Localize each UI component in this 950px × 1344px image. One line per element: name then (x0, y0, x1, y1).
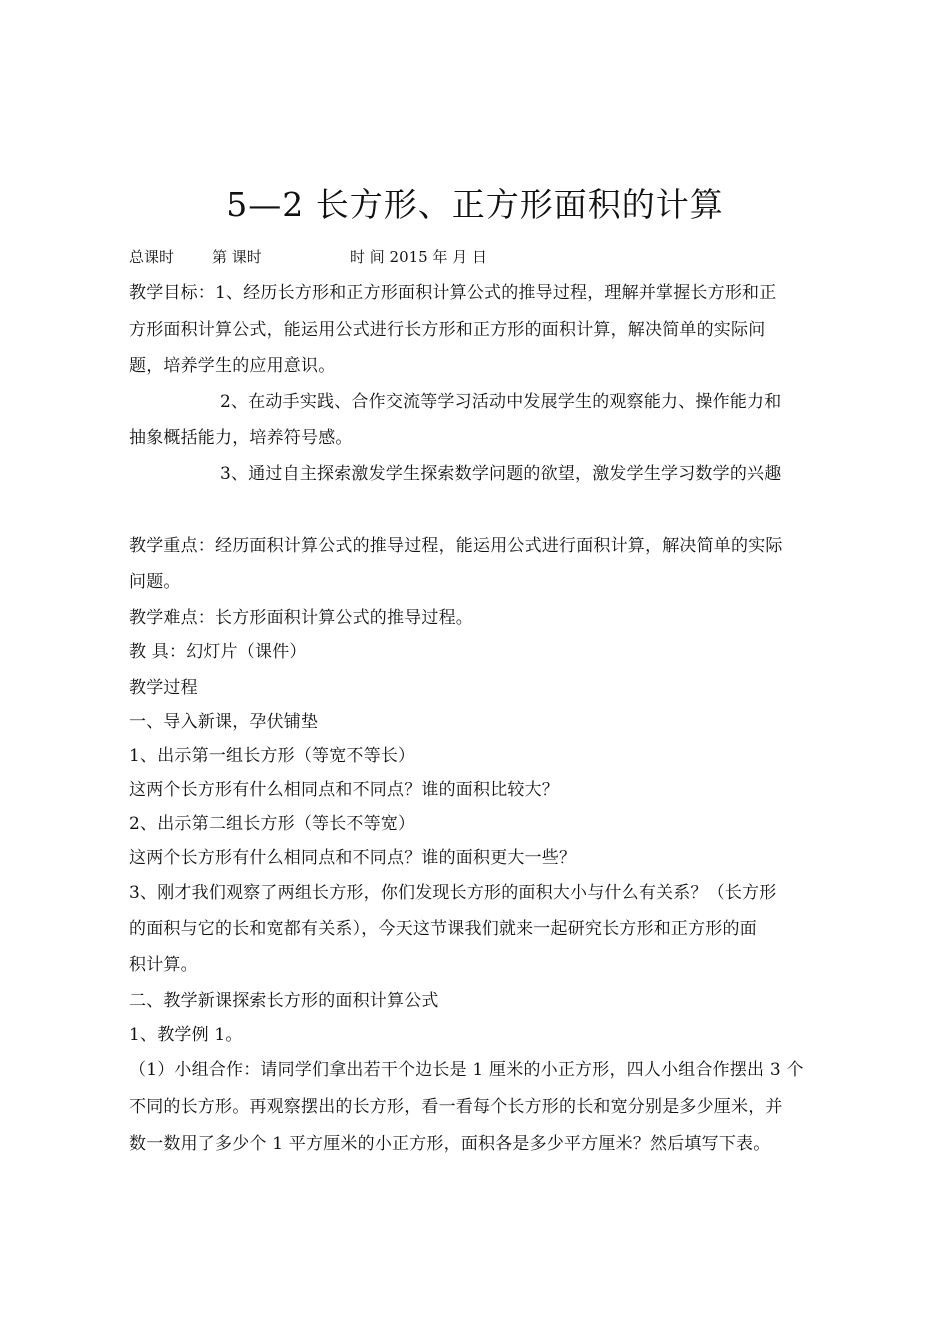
step-1-line: 1、出示第一组长方形（等宽不等长） (129, 746, 416, 766)
group-work-line-3: 数一数用了多少个 1 平方厘米的小正方形，面积各是多少平方厘米？然后填写下表。 (129, 1134, 771, 1154)
step-3-line-2: 的面积与它的长和宽都有关系），今天这节课我们就来一起研究长方形和正方形的面 (129, 919, 757, 939)
objective-2-line-1: 2、在动手实践、合作交流等学习活动中发展学生的观察能力、操作能力和 (220, 392, 782, 412)
step-3-line-3: 积计算。 (129, 955, 198, 975)
group-work-line-1: （1）小组合作：请同学们拿出若干个边长是 1 厘米的小正方形，四人小组合作摆出 3 个 (129, 1060, 804, 1080)
objective-line-3: 题，培养学生的应用意识。 (129, 356, 336, 376)
objective-3-line-1: 3、通过自主探索激发学生探索数学问题的欲望，激发学生学习数学的兴趣 (220, 464, 782, 484)
objective-line-1: 教学目标：1、经历长方形和正方形面积计算公式的推导过程，理解并掌握长方形和正 (129, 283, 777, 303)
key-point-line-2: 问题。 (129, 572, 181, 592)
group-work-line-2: 不同的长方形。再观察摆出的长方形，看一看每个长方形的长和宽分别是多少厘米，并 (129, 1097, 783, 1117)
process-heading: 教学过程 (129, 678, 198, 698)
meta-total-hours: 总课时 (129, 248, 175, 266)
section-1-heading: 一、导入新课，孕伏铺垫 (129, 712, 319, 732)
difficulty-line: 教学难点：长方形面积计算公式的推导过程。 (129, 608, 473, 628)
step-3-line-1: 3、刚才我们观察了两组长方形，你们发现长方形的面积大小与什么有关系？（长方形 (129, 883, 777, 903)
section-2-heading: 二、教学新课探索长方形的面积计算公式 (129, 991, 439, 1011)
example-1-line: 1、教学例 1。 (129, 1025, 243, 1045)
objective-2-line-2: 抽象概括能力，培养符号感。 (129, 428, 353, 448)
key-point-line-1: 教学重点：经历面积计算公式的推导过程，能运用公式进行面积计算，解决简单的实际 (129, 536, 783, 556)
meta-lesson-number: 第 课时 (212, 248, 262, 266)
document-title: 5—2 长方形、正方形面积的计算 (226, 185, 724, 224)
meta-date: 时 间 2015 年 月 日 (350, 248, 488, 266)
teaching-aids-line: 教 具：幻灯片（课件） (129, 642, 307, 662)
question-1-line: 这两个长方形有什么相同点和不同点？谁的面积比较大？ (129, 780, 559, 800)
objective-line-2: 方形面积计算公式，能运用公式进行长方形和正方形的面积计算，解决简单的实际问 (129, 320, 766, 340)
step-2-line: 2、出示第二组长方形（等长不等宽） (129, 814, 416, 834)
question-2-line: 这两个长方形有什么相同点和不同点？谁的面积更大一些？ (129, 848, 577, 868)
